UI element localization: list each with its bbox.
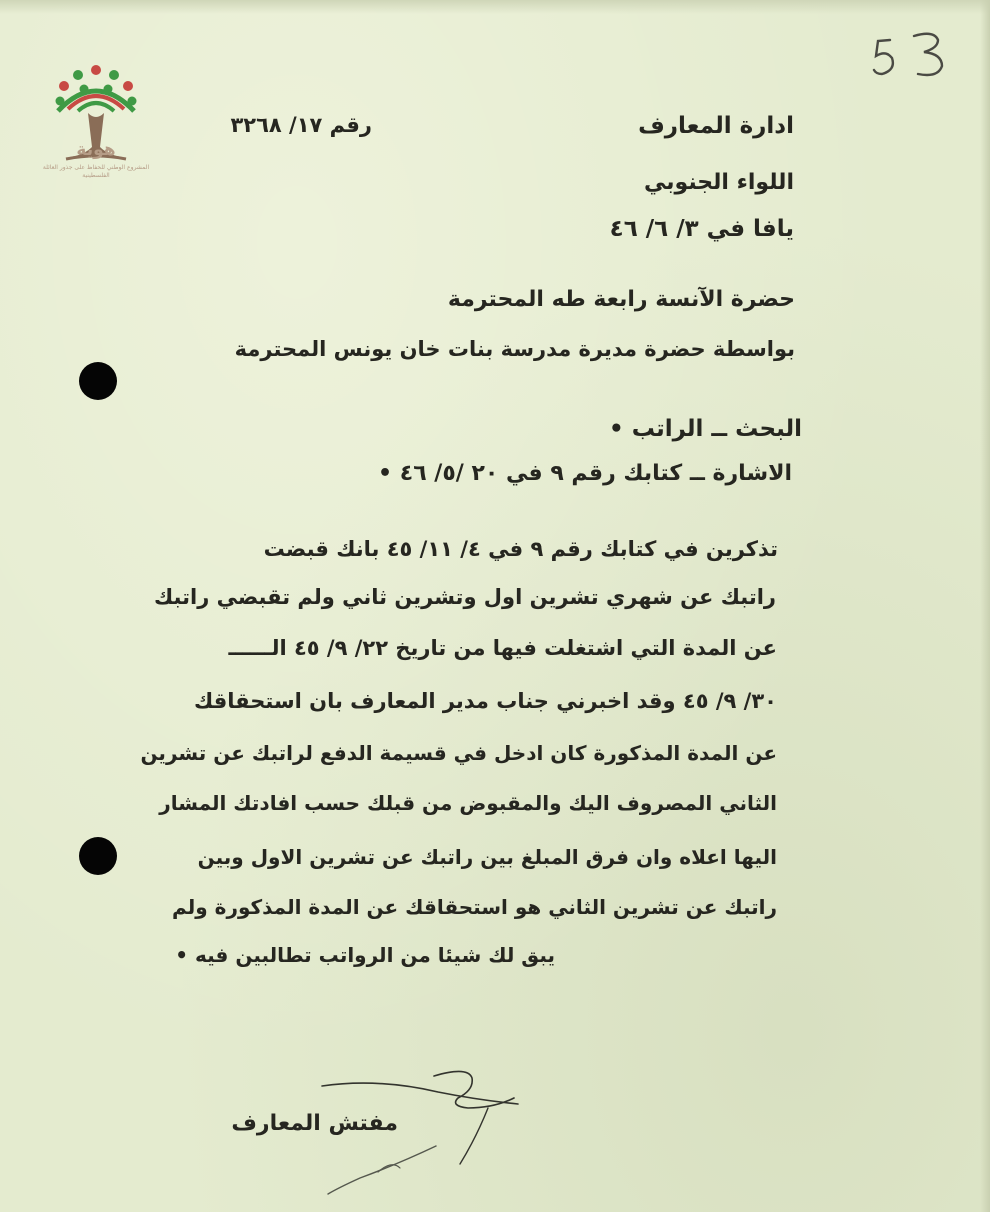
paper-edge-top — [0, 0, 990, 14]
district-name: اللواء الجنوبي — [644, 170, 794, 195]
reference-line: الاشارة ــ كتابك رقم ٩ في ٢٠ /٥/ ٤٦ • — [378, 461, 792, 486]
signature-title: مفتش المعارف — [231, 1111, 398, 1136]
body-line-9: يبق لك شيئا من الرواتب تطالبين فيه • — [175, 943, 555, 967]
body-line-3: عن المدة التي اشتغلت فيها من تاريخ ٢٢/ ٩/ ٤٥ الــــــ — [228, 636, 777, 660]
body-line-5: عن المدة المذكورة كان ادخل في قسيمة الدفع لراتبك عن تشرين — [140, 741, 777, 765]
body-line-6: الثاني المصروف اليك والمقبوض من قبلك حسب افادتك المشار — [159, 791, 777, 815]
body-line-4: ٣٠/ ٩/ ٤٥ وقد اخبرني جناب مدير المعارف بان استحقاقك — [193, 689, 777, 713]
addressee-line-1: حضرة الآنسة رابعة طه المحترمة — [447, 287, 795, 312]
logo-name: هوية — [76, 140, 116, 160]
paper-edge-right — [980, 0, 990, 1212]
body-line-7: اليها اعلاه وان فرق المبلغ بين راتبك عن تشرين الاول وبين — [197, 845, 777, 869]
folio-number-handwritten — [872, 28, 956, 84]
department-name: ادارة المعارف — [638, 113, 794, 139]
punch-hole-bottom — [79, 837, 117, 875]
reference-number: رقم ١٧/ ٣٢٦٨ — [230, 113, 372, 137]
place-and-date: يافا في ٣/ ٦/ ٤٦ — [609, 216, 794, 242]
body-line-1: تذكرين في كتابك رقم ٩ في ٤/ ١١/ ٤٥ بانك قبضت — [263, 537, 778, 561]
logo-tagline: المشروع الوطني للحفاظ على جذور العائلة الفلسطينية — [42, 164, 150, 179]
body-line-2: راتبك عن شهري تشرين اول وتشرين ثاني ولم تقبضي راتبك — [153, 585, 776, 609]
logo-caption — [40, 140, 152, 180]
punch-hole-top — [79, 362, 117, 400]
logo-people-icon — [56, 65, 137, 111]
addressee-line-2: بواسطة حضرة مديرة مدرسة بنات خان يونس المحترمة — [234, 337, 795, 361]
subject-line: البحث ــ الراتب • — [609, 416, 802, 442]
body-line-8: راتبك عن تشرين الثاني هو استحقاقك عن المدة المذكورة ولم — [172, 895, 777, 919]
